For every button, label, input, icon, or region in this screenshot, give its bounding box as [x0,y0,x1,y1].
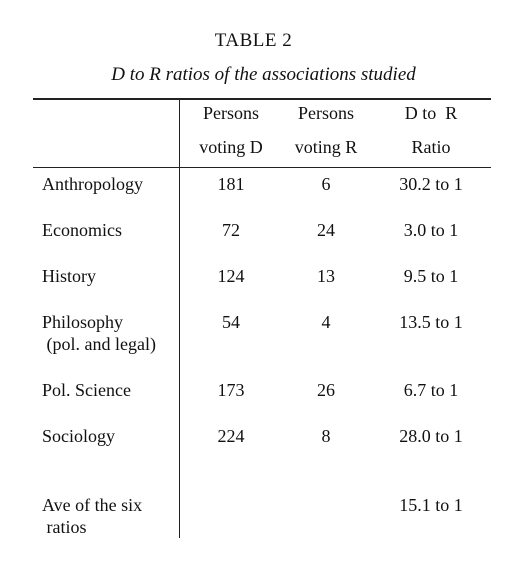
row-label-sociology: Sociology [42,426,116,446]
cell-d-sociology: 224 [217,426,245,446]
header-persons-d-line1: Persons [202,103,259,123]
row-label-pol-science: Pol. Science [42,380,131,400]
cell-ratio-philosophy: 13.5 to 1 [399,312,463,332]
row-label-history: History [42,266,96,286]
cell-d-philosophy: 54 [222,312,240,332]
table-title: TABLE 2 [214,30,293,51]
cell-r-history: 13 [317,266,335,286]
cell-d-pol-science: 173 [217,380,245,400]
row-label-philosophy: Philosophy [42,312,124,332]
cell-ratio-anthropology: 30.2 to 1 [399,174,463,194]
cell-ratio-sociology: 28.0 to 1 [399,426,463,446]
cell-d-anthropology: 181 [217,174,245,194]
top-rule [33,98,491,100]
cell-r-sociology: 8 [321,426,331,446]
cell-d-economics: 72 [222,220,240,240]
row-label-economics: Economics [42,220,122,240]
cell-r-anthropology: 6 [321,174,331,194]
row-label-average-line2: ratios [42,517,87,537]
cell-d-history: 124 [217,266,245,286]
label-column-divider [179,98,180,538]
header-persons-r-line1: Persons [297,103,354,123]
header-rule [33,167,491,168]
cell-ratio-history: 9.5 to 1 [403,266,459,286]
row-label-average: Ave of the six [42,495,143,515]
header-ratio-line2: Ratio [411,137,451,157]
cell-ratio-average: 15.1 to 1 [399,495,463,515]
row-label-philosophy-line2: (pol. and legal) [42,334,156,354]
table-caption: D to R ratios of the associations studied [111,64,416,85]
cell-r-pol-science: 26 [317,380,335,400]
row-label-anthropology: Anthropology [42,174,143,194]
cell-r-economics: 24 [317,220,335,240]
header-persons-r-line2: voting R [294,137,358,157]
header-ratio-line1: D to R [404,103,458,123]
cell-ratio-pol-science: 6.7 to 1 [403,380,459,400]
cell-r-philosophy: 4 [321,312,331,332]
header-persons-d-line2: voting D [199,137,263,157]
cell-ratio-economics: 3.0 to 1 [403,220,459,240]
